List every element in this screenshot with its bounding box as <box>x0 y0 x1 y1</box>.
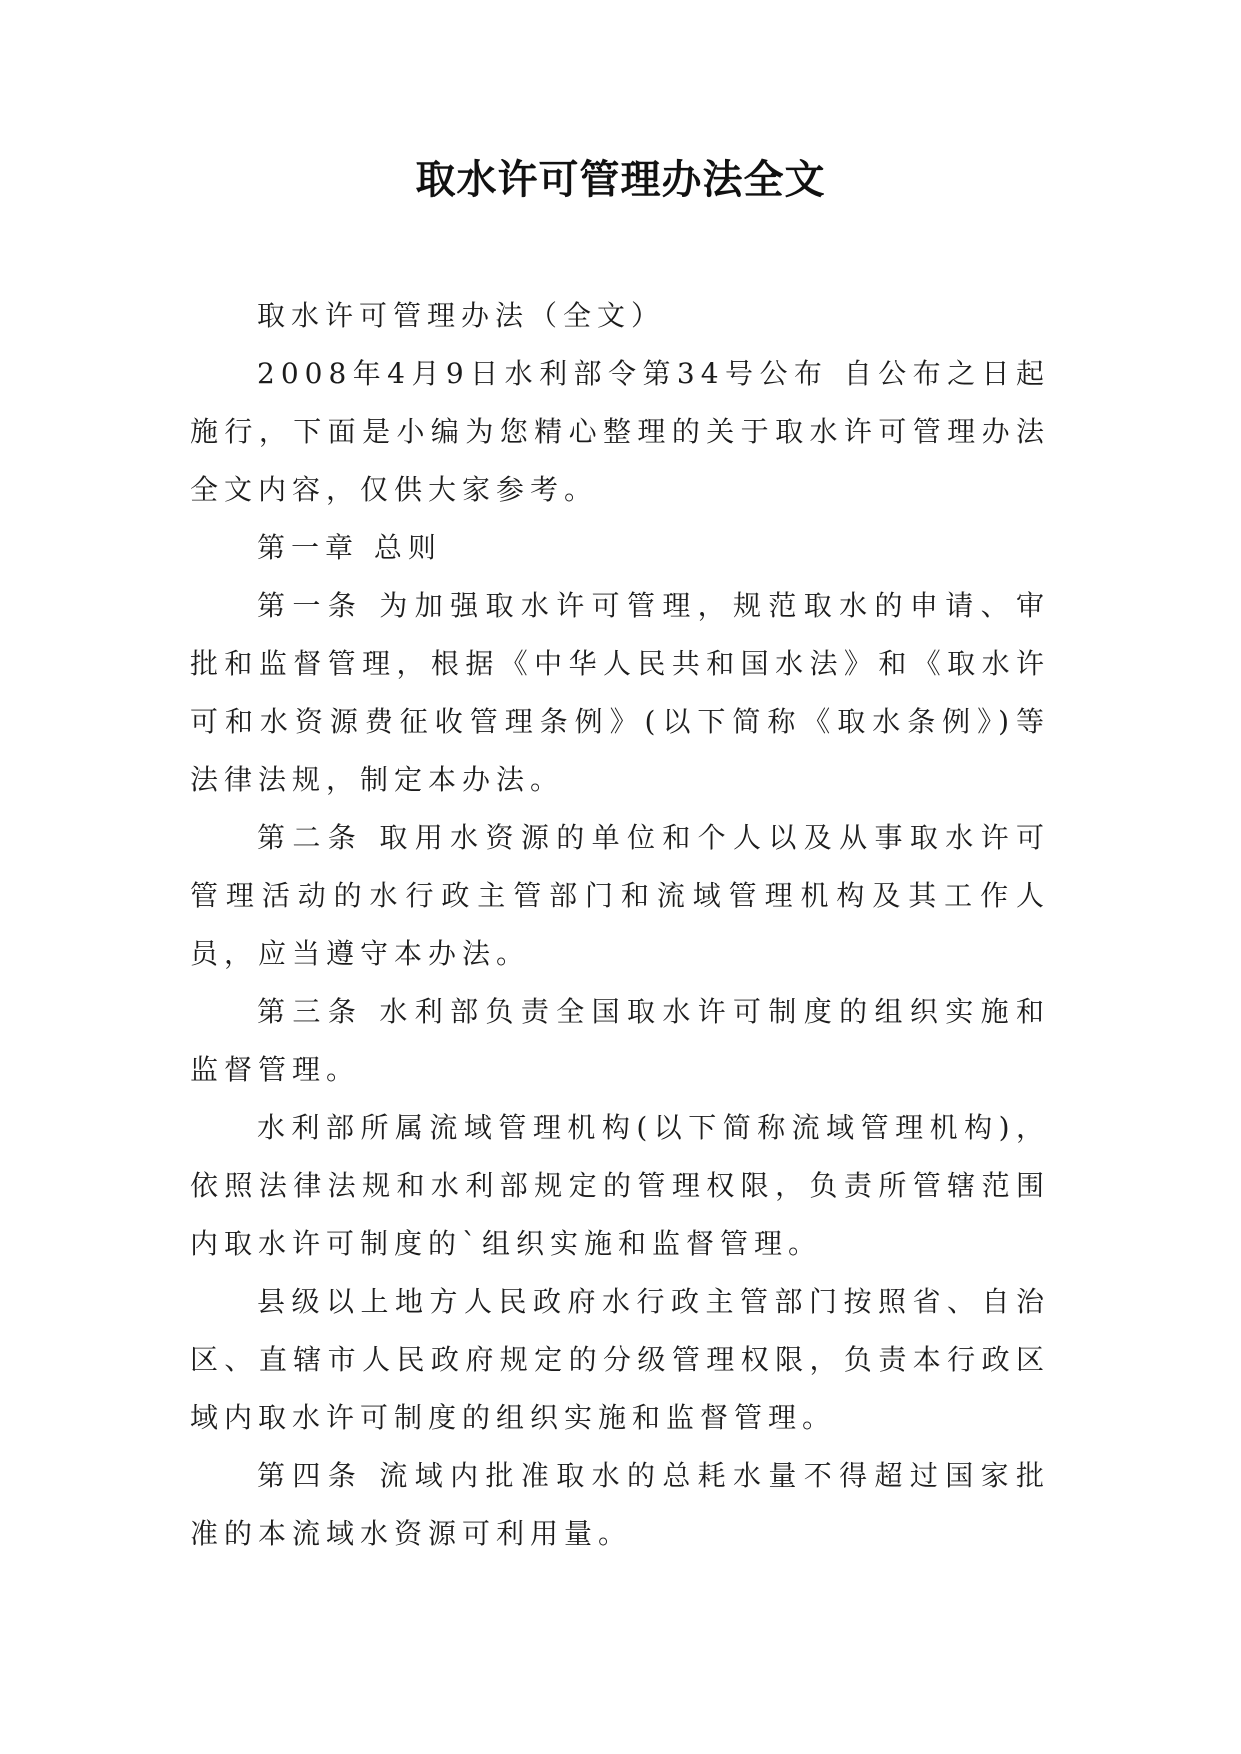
document-title: 取水许可管理办法全文 <box>415 157 826 203</box>
article-3: 第三条 水利部负责全国取水许可制度的组织实施和监督管理。 <box>190 995 1050 1086</box>
article-3-paragraph-3: 县级以上地方人民政府水行政主管部门按照省、自治区、直辖市人民政府规定的分级管理权限，负责本行政区域内取水许可制度的组织实施和监督管理。 <box>190 1285 1050 1434</box>
article-2: 第二条 取用水资源的单位和个人以及从事取水许可管理活动的水行政主管部门和流域管理机构及其工作人员，应当遵守本办法。 <box>190 821 1050 970</box>
article-1: 第一条 为加强取水许可管理，规范取水的申请、审批和监督管理，根据《中华人民共和国水法》和《取水许可和水资源费征收管理条例》(以下简称《取水条例》)等法律法规，制定本办法。 <box>190 589 1050 796</box>
paragraph-subtitle: 取水许可管理办法（全文） <box>257 299 666 332</box>
paragraph-intro: 2008年4月9日水利部令第34号公布 自公布之日起施行，下面是小编为您精心整理的关于取水许可管理办法全文内容，仅供大家参考。 <box>190 357 1050 506</box>
article-4: 第四条 流域内批准取水的总耗水量不得超过国家批准的本流域水资源可利用量。 <box>190 1459 1050 1550</box>
article-3-paragraph-2: 水利部所属流域管理机构(以下简称流域管理机构)，依照法律法规和水利部规定的管理权限，负责所管辖范围内取水许可制度的`组织实施和监督管理。 <box>190 1111 1050 1260</box>
document-body <box>190 287 1050 1563</box>
chapter-heading: 第一章 总则 <box>257 531 442 564</box>
